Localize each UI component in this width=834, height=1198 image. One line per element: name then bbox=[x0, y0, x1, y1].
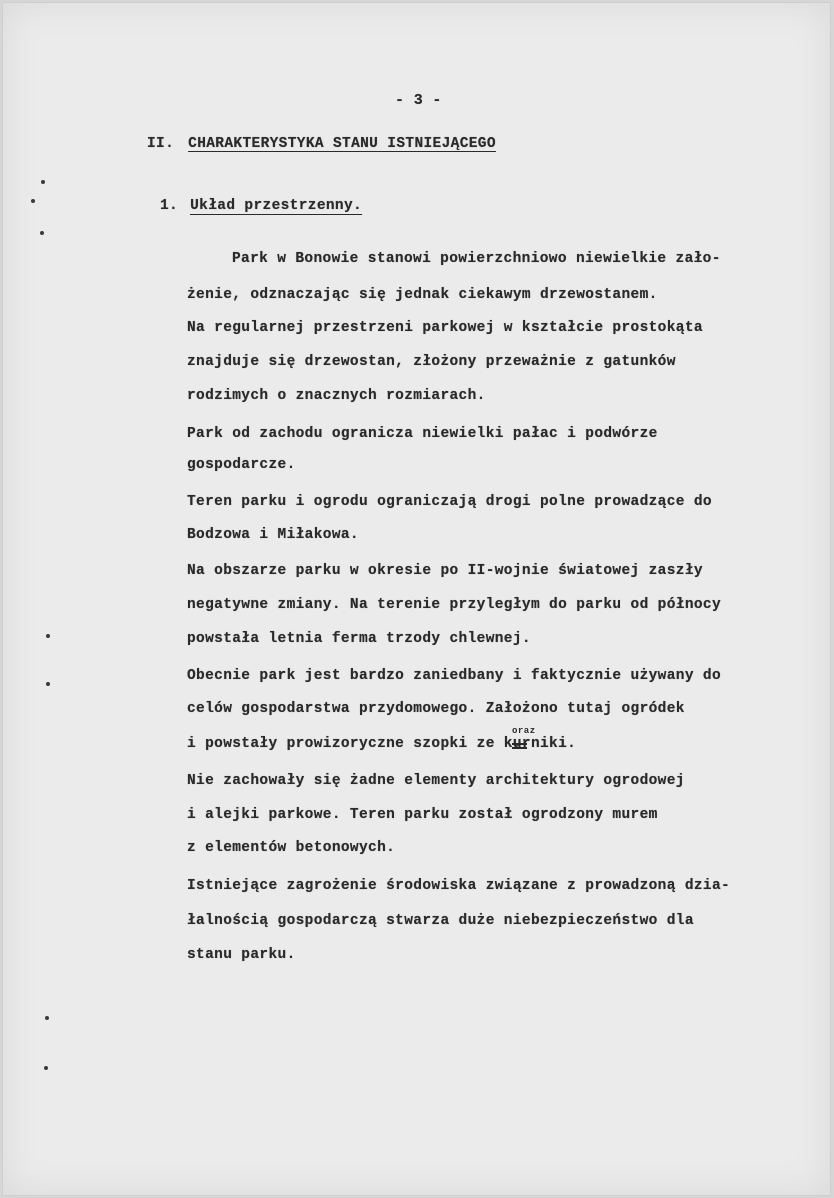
page-number: - 3 - bbox=[395, 92, 442, 109]
strikeout-mark bbox=[512, 743, 527, 749]
body-line: i alejki parkowe. Teren parku został ogrodzony murem bbox=[187, 807, 658, 823]
body-line: żenie, odznaczając się jednak ciekawym drzewostanem. bbox=[187, 287, 658, 303]
body-line: Obecnie park jest bardzo zaniedbany i faktycznie używany do bbox=[187, 668, 722, 684]
body-line: Na regularnej przestrzeni parkowej w kształcie prostokąta bbox=[187, 320, 703, 336]
handwritten-correction: oraz bbox=[512, 726, 536, 736]
section-heading bbox=[147, 136, 496, 152]
subsection-heading bbox=[160, 198, 362, 214]
body-line: z elementów betonowych. bbox=[187, 840, 396, 856]
body-line: gospodarcze. bbox=[187, 457, 296, 473]
margin-mark bbox=[46, 634, 50, 638]
body-line: Teren parku i ogrodu ograniczają drogi polne prowadzące do bbox=[187, 494, 712, 510]
section-title: CHARAKTERYSTYKA STANU ISTNIEJĄCEGO bbox=[188, 136, 496, 152]
body-line: negatywne zmiany. Na terenie przyległym do parku od północy bbox=[187, 597, 722, 613]
margin-mark bbox=[41, 180, 45, 184]
body-line: Nie zachowały się żadne elementy architektury ogrodowej bbox=[187, 773, 685, 789]
body-line: Park w Bonowie stanowi powierzchniowo niewielkie zało- bbox=[232, 251, 721, 267]
body-line: i powstały prowizoryczne szopki ze kurniki. bbox=[187, 736, 577, 752]
margin-mark bbox=[31, 199, 35, 203]
margin-mark bbox=[44, 1066, 48, 1070]
margin-mark bbox=[45, 1016, 49, 1020]
body-line: Istniejące zagrożenie środowiska związane z prowadzoną dzia- bbox=[187, 878, 731, 894]
body-line: Park od zachodu ogranicza niewielki pałac i podwórze bbox=[187, 426, 658, 442]
section-number: II. bbox=[147, 136, 175, 152]
document-page bbox=[2, 2, 831, 1196]
body-line: celów gospodarstwa przydomowego. Założono tutaj ogródek bbox=[187, 701, 685, 717]
margin-mark bbox=[40, 231, 44, 235]
body-line: powstała letnia ferma trzody chlewnej. bbox=[187, 631, 531, 647]
body-line: znajduje się drzewostan, złożony przeważnie z gatunków bbox=[187, 354, 676, 370]
subsection-number: 1. bbox=[160, 198, 179, 214]
body-line: rodzimych o znacznych rozmiarach. bbox=[187, 388, 486, 404]
margin-mark bbox=[46, 682, 50, 686]
body-line: łalnością gospodarczą stwarza duże niebezpieczeństwo dla bbox=[187, 913, 694, 929]
body-line: Na obszarze parku w okresie po II-wojnie światowej zaszły bbox=[187, 563, 703, 579]
body-line: stanu parku. bbox=[187, 947, 296, 963]
body-line: Bodzowa i Miłakowa. bbox=[187, 527, 359, 543]
subsection-title: Układ przestrzenny. bbox=[190, 198, 363, 214]
